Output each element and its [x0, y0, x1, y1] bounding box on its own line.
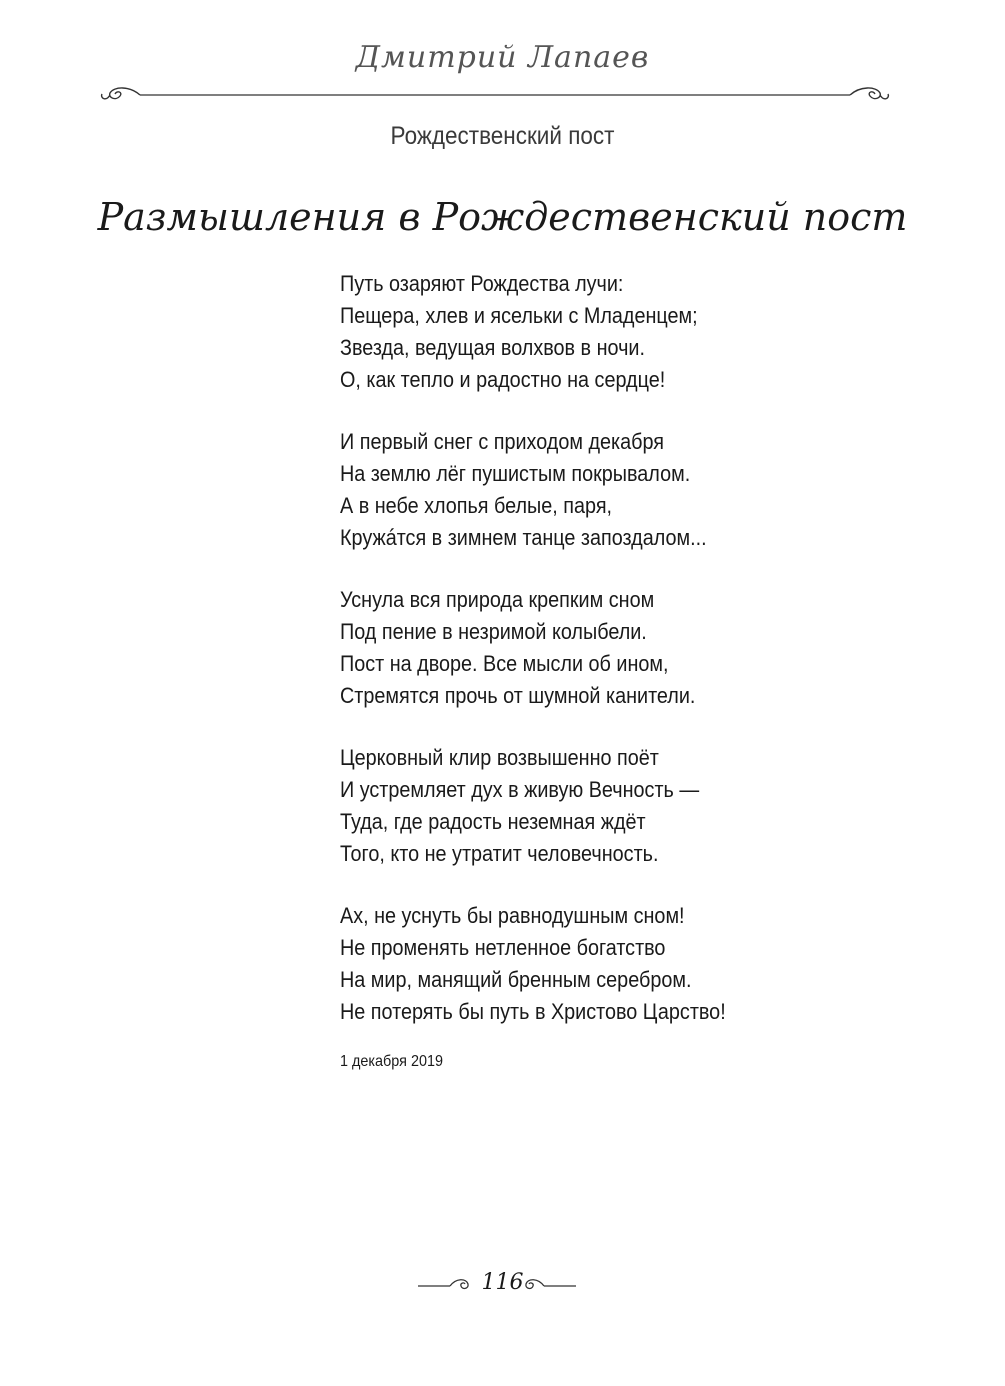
stanza-5: [340, 900, 900, 1028]
poem-line: Пещера, хлев и ясельки с Младенцем;: [340, 303, 698, 328]
poem-line: Не потерять бы путь в Христово Царство!: [340, 999, 726, 1024]
poem-line: Того, кто не утратит человечность.: [340, 841, 659, 866]
page-number: 116: [481, 1270, 524, 1295]
stanza-4: [340, 742, 900, 870]
left-flourish-icon: [102, 88, 140, 99]
poem-line: На мир, манящий бренным серебром.: [340, 967, 692, 992]
poem-line: Кружáтся в зимнем танце запоздалом...: [340, 525, 707, 550]
poem-line: Туда, где радость неземная ждёт: [340, 809, 646, 834]
poem-line: Не променять нетленное богатство: [340, 935, 666, 960]
header-ornamental-rule: [100, 80, 890, 110]
poem-line: О, как тепло и радостно на сердце!: [340, 367, 666, 392]
poem-body: [340, 268, 900, 1058]
right-flourish-icon: [850, 88, 888, 99]
poem-line: И первый снег с приходом декабря: [340, 429, 665, 454]
stanza-1: [340, 268, 900, 396]
poem-line: Уснула вся природа крепким сном: [340, 587, 655, 612]
stanza-3: [340, 584, 900, 712]
running-header-author: Дмитрий Лапаев: [355, 40, 650, 75]
poem-line: Путь озаряют Рождества лучи:: [340, 271, 624, 296]
poem-line: А в небе хлопья белые, паря,: [340, 493, 613, 518]
stanza-2: [340, 426, 900, 554]
page-footer: [0, 1268, 1005, 1304]
poem-line: Церковный клир возвышенно поёт: [340, 745, 659, 770]
poem-line: И устремляет дух в живую Вечность —: [340, 777, 700, 802]
poem-line: На землю лёг пушистым покрывалом.: [340, 461, 691, 486]
poem-title: Размышления в Рождественский пост: [97, 195, 908, 239]
section-name: Рождественский пост: [390, 122, 615, 150]
poem-line: Пост на дворе. Все мысли об ином,: [340, 651, 669, 676]
poem-line: Звезда, ведущая волхвов в ночи.: [340, 335, 645, 360]
poem-line: Ах, не уснуть бы равнодушным сном!: [340, 903, 685, 928]
poem-date: 1 декабря 2019: [340, 1053, 443, 1070]
poem-line: Под пение в незримой колыбели.: [340, 619, 647, 644]
poem-line: Стремятся прочь от шумной канители.: [340, 683, 696, 708]
